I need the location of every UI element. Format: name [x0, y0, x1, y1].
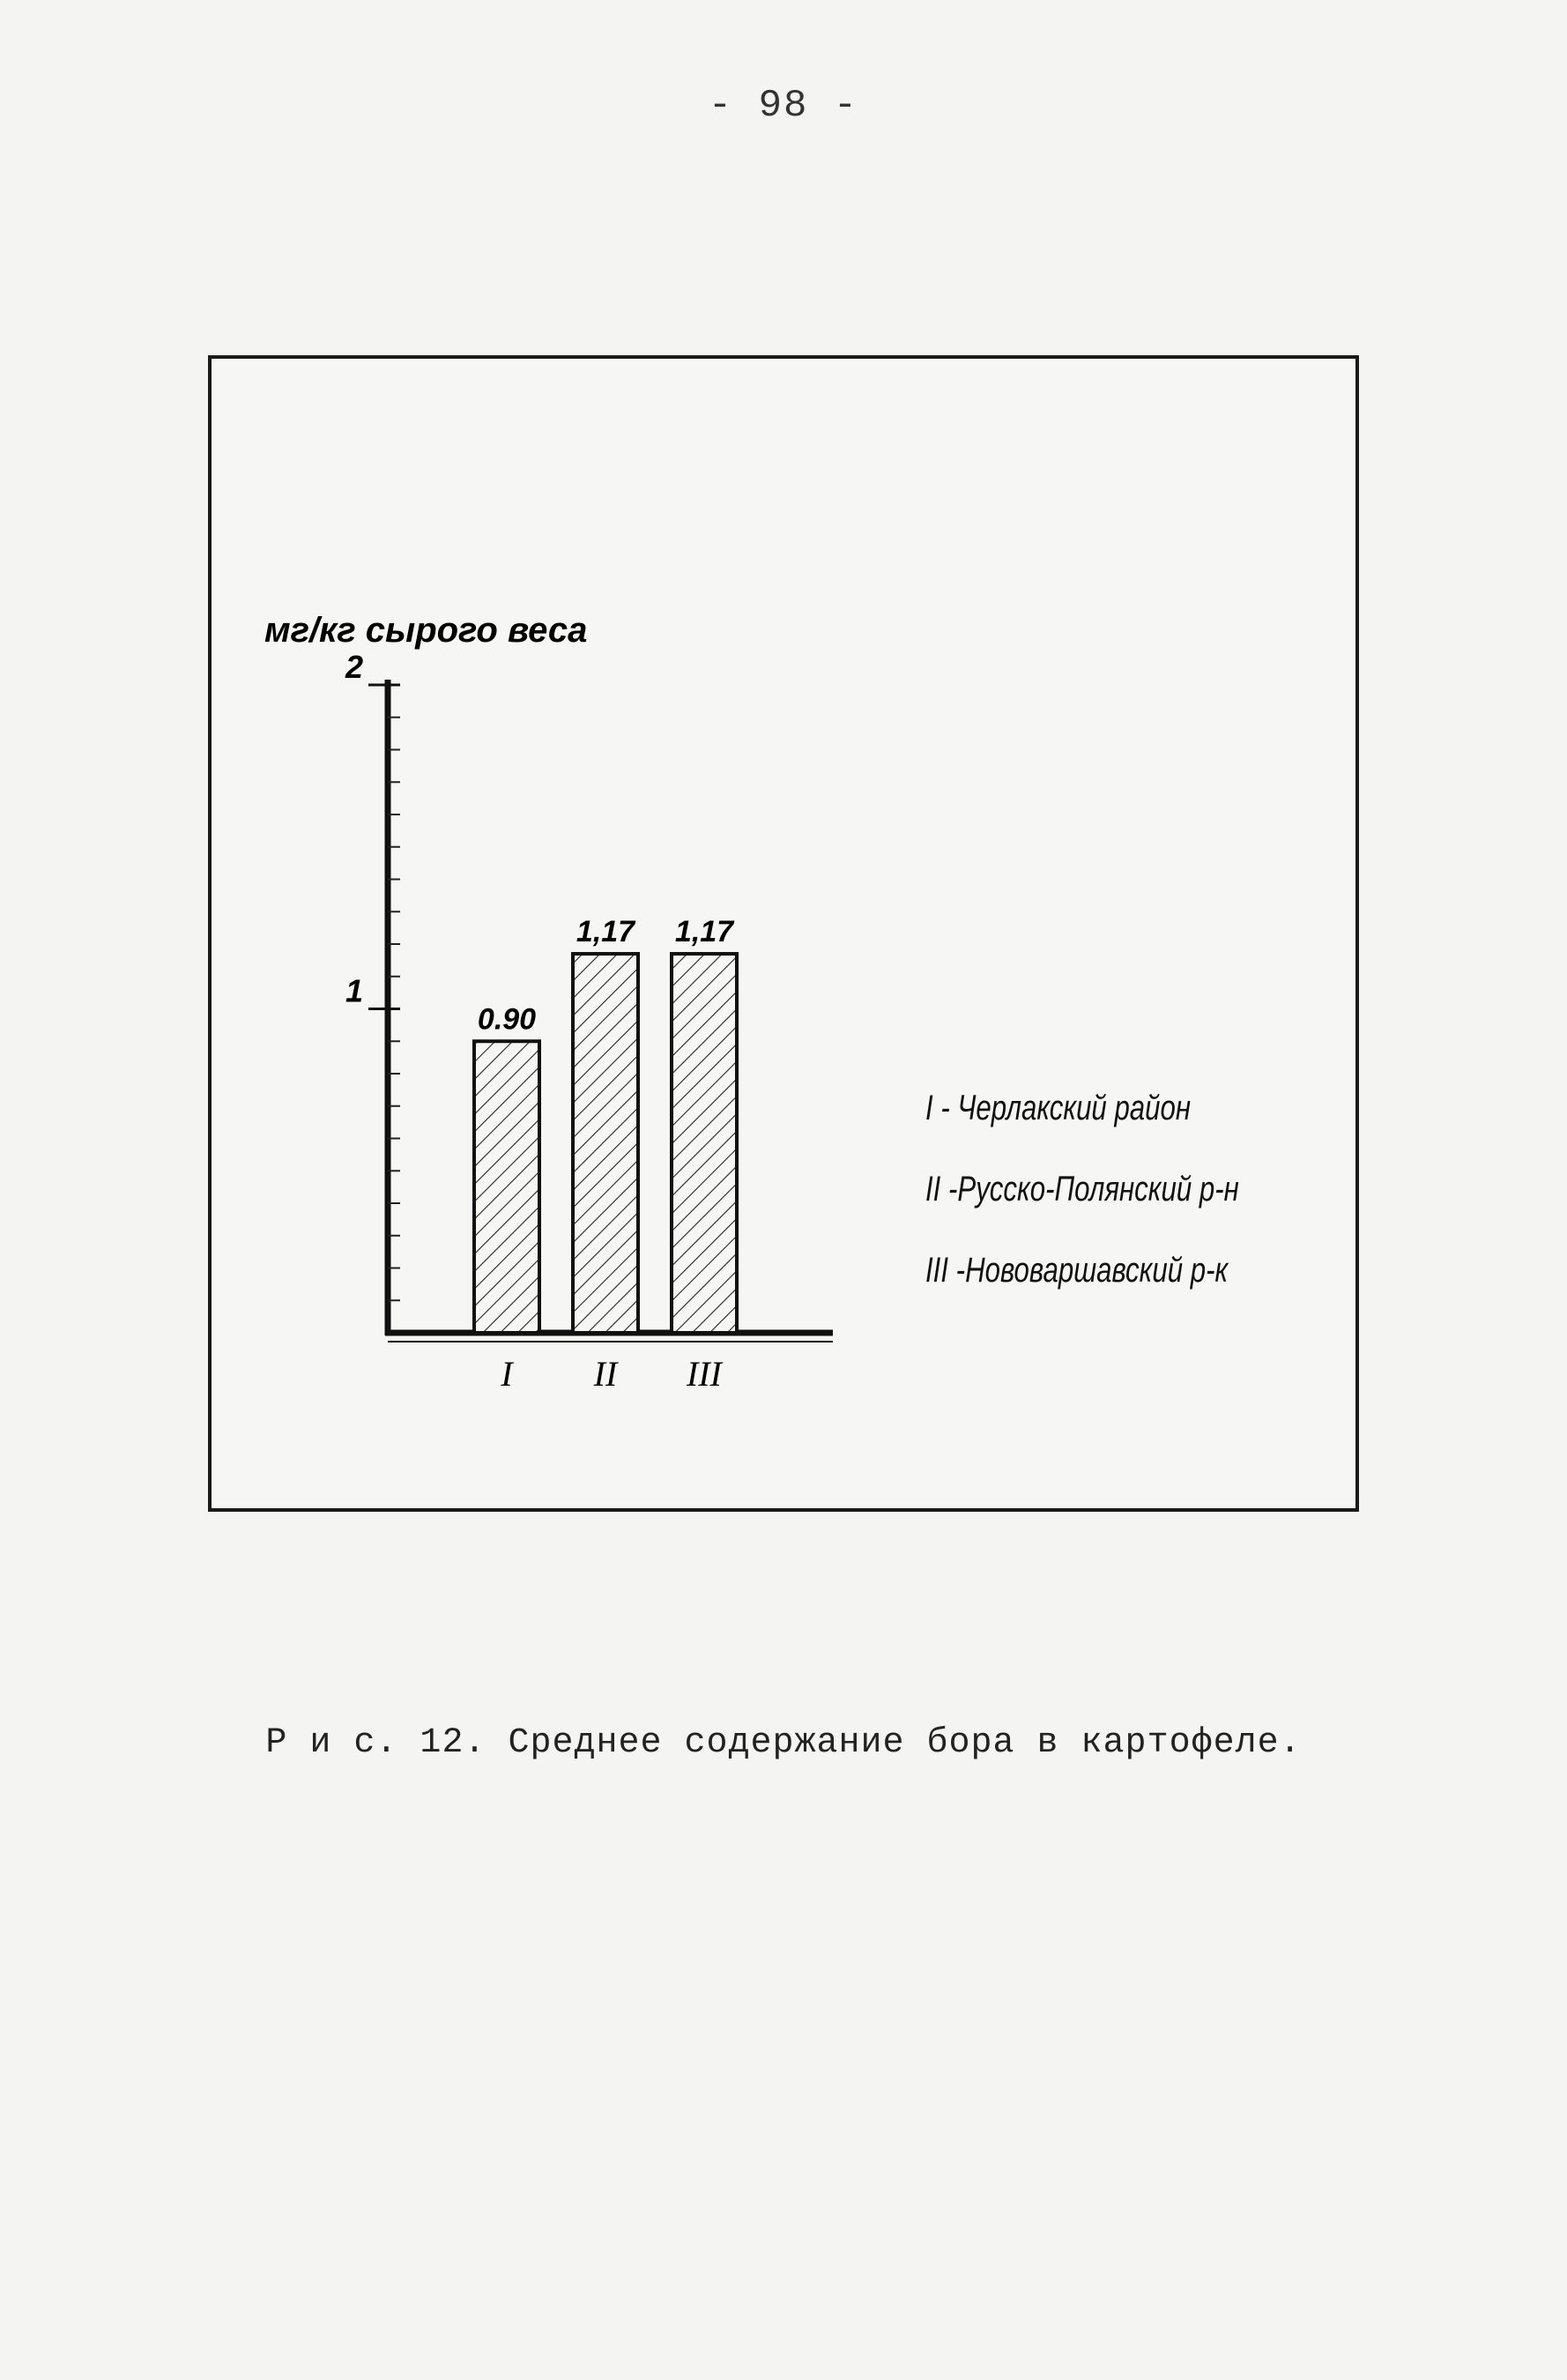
bar-value-label: 1,17 [674, 915, 734, 949]
bar-value-label: 1,17 [576, 915, 635, 949]
legend-item: II -Русско-Полянский р-н [925, 1170, 1239, 1209]
x-tick-label: III [687, 1354, 722, 1394]
page-number: - 98 - [708, 84, 859, 128]
y-tick-label: 2 [345, 649, 363, 685]
y-tick-label: 1 [345, 972, 363, 1009]
figure-caption: Р и с. 12. Среднее содержание бора в картофеле. [265, 1723, 1302, 1763]
bar [474, 1041, 539, 1333]
legend-item: I - Черлакский район [925, 1089, 1192, 1127]
bar-value-label: 0.90 [477, 1002, 537, 1037]
x-tick-label: II [593, 1354, 618, 1394]
legend [925, 1089, 1239, 1332]
bar [672, 954, 737, 1333]
bar [573, 954, 638, 1333]
y-axis-label: мг/кг сырого веса [264, 611, 588, 650]
legend-item: III -Нововаршавский р-к [925, 1251, 1229, 1290]
x-tick-label: I [501, 1354, 513, 1394]
